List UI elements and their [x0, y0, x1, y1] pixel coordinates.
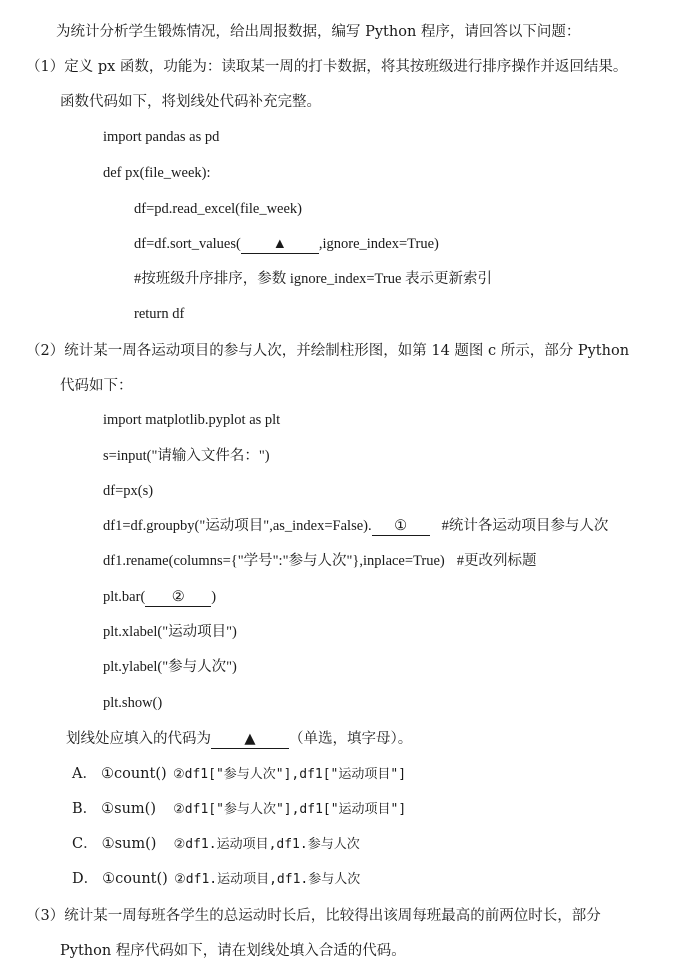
q2-blank-2[interactable]: ②	[145, 588, 211, 607]
q2-fill-prompt	[66, 729, 412, 749]
q2-text: 统计某一周各运动项目的参与人次，并绘制柱形图，如第 14 题图 c 所示，部分 Python	[64, 343, 630, 359]
option-d-letter: D．	[72, 871, 99, 887]
q2-fill-prompt-start: 划线处应填入的代码为	[66, 731, 211, 747]
option-b[interactable]	[72, 799, 406, 820]
q2-code-line-1: import matplotlib.pyplot as plt	[103, 412, 281, 428]
option-d-c1: ①count()	[102, 871, 168, 887]
q1-heading	[26, 57, 627, 77]
q1-code-comment: #按班级升序排序，参数 ignore_index=True 表示更新索引	[134, 271, 493, 287]
q1-code-line-4-end: ,ignore_index=True)	[318, 236, 439, 252]
q1-code-line-2: def px(file_week):	[103, 165, 211, 181]
option-a-c2: ②df1["参与人次"],df1["运动项目"]	[172, 767, 407, 782]
q2-code-line-5	[103, 551, 537, 571]
q2-code-line-3: df=px(s)	[103, 483, 154, 499]
option-a[interactable]	[72, 764, 406, 785]
option-a-c1: ①count()	[100, 766, 167, 782]
option-c-c1: ①sum()	[101, 836, 157, 852]
q1-answer-blank[interactable]: ▲	[241, 235, 319, 254]
q1-code-line-3: df=pd.read_excel(file_week)	[134, 201, 302, 217]
q1-number: （1）	[26, 59, 65, 75]
q2-code-line-5-code: df1.rename(columns={"学号":"参与人次"},inplace=True)	[103, 553, 445, 569]
option-d-c2: ②df1.运动项目,df1.参与人次	[174, 872, 361, 887]
option-b-c1: ①sum()	[101, 801, 156, 817]
q3-heading	[26, 906, 601, 926]
q1-code-line-4-start: df=df.sort_values(	[134, 236, 241, 252]
q3-text: 统计某一周每班各学生的总运动时长后，比较得出该周每班最高的前两位时长，部分	[64, 908, 601, 924]
option-c[interactable]	[72, 834, 360, 855]
option-c-c2: ②df1.运动项目,df1.参与人次	[173, 837, 360, 852]
q2-code-line-4-start: df1=df.groupby("运动项目",as_index=False).	[103, 518, 372, 534]
q1-code-line-1: import pandas as pd	[103, 129, 220, 145]
q2-fill-prompt-end: （单选，填字母）。	[289, 731, 413, 747]
q2-text-2: 代码如下：	[60, 378, 133, 394]
q2-code-line-6-end: )	[211, 589, 217, 605]
option-c-letter: C．	[72, 836, 98, 852]
intro-line: 为统计分析学生锻炼情况，给出周报数据，编写 Python 程序，请回答以下问题：	[56, 24, 581, 40]
option-b-letter: B．	[72, 801, 98, 817]
q3-number: （3）	[26, 908, 65, 924]
q2-code-line-6	[103, 587, 216, 607]
q2-code-line-4-comment: #统计各运动项目参与人次	[441, 518, 609, 534]
q2-blank-1[interactable]: ①	[372, 517, 430, 536]
q1-code-line-4	[134, 234, 439, 254]
option-b-c2: ②df1["参与人次"],df1["运动项目"]	[173, 802, 407, 817]
q2-code-line-9: plt.show()	[103, 695, 163, 711]
q2-code-line-4	[103, 516, 608, 536]
q2-number: （2）	[26, 343, 65, 359]
q2-code-line-2: s=input("请输入文件名：")	[103, 448, 270, 464]
q3-text-2: Python 程序代码如下，请在划线处填入合适的代码。	[60, 943, 406, 959]
q1-text-2: 函数代码如下，将划线处代码补充完整。	[60, 94, 321, 110]
q2-code-line-5-comment: #更改列标题	[456, 553, 537, 569]
q2-code-line-8: plt.ylabel("参与人次")	[103, 659, 237, 675]
option-a-letter: A．	[72, 766, 97, 782]
q2-code-line-6-start: plt.bar(	[103, 589, 146, 605]
q1-text: 定义 px 函数，功能为：读取某一周的打卡数据，将其按班级进行排序操作并返回结果。	[64, 59, 628, 75]
q2-heading	[26, 341, 629, 361]
option-d[interactable]	[72, 869, 360, 890]
q1-code-line-6: return df	[134, 306, 185, 322]
q2-answer-blank[interactable]: ▲	[211, 730, 289, 749]
q2-code-line-7: plt.xlabel("运动项目")	[103, 624, 237, 640]
